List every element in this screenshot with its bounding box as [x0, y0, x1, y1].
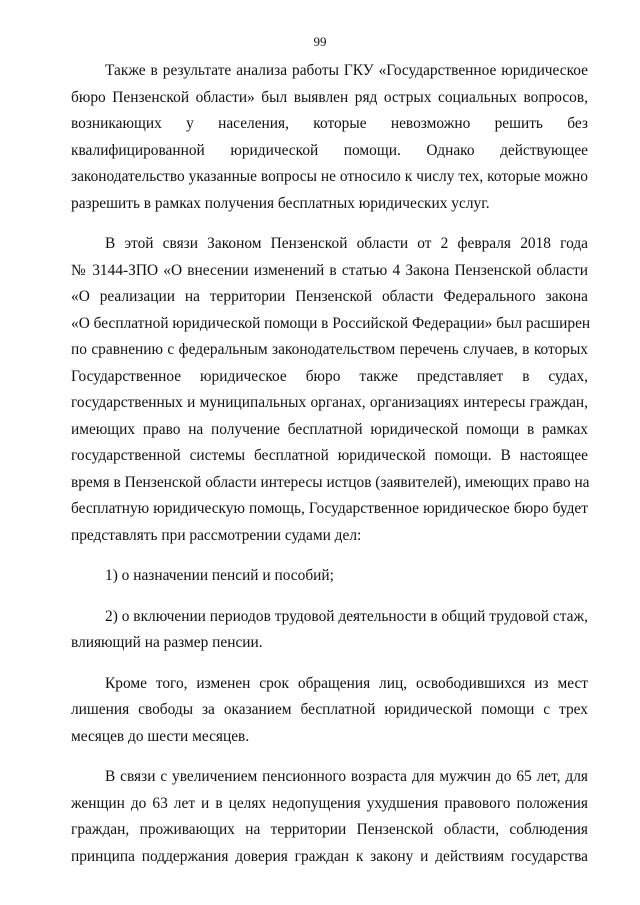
text-line: граждан, проживающих на территории Пензенской области, соблюдения: [71, 821, 588, 838]
text-line: имеющих право на получение бесплатной юридической помощи в рамках: [71, 420, 588, 438]
text-line: 2) о включении периодов трудовой деятельности в общий трудовой стаж,: [105, 607, 588, 625]
text-line: № 3144-ЗПО «О внесении изменений в статью 4 Закона Пензенской области: [71, 261, 588, 279]
text-line: бесплатную юридическую помощь, Государственное юридическое бюро будет: [71, 500, 588, 517]
text-line: по сравнению с федеральным законодательством перечень случаев, в которых: [71, 341, 588, 358]
text-line: влияющий на размер пенсии.: [71, 634, 263, 651]
text-line: государственных и муниципальных органах, организациях интересы граждан,: [71, 394, 588, 411]
text-line: месяцев до шести месяцев.: [71, 727, 250, 745]
text-line: возникающих у населения, которые невозможно решить без: [71, 115, 588, 132]
paragraph-law: [71, 231, 591, 549]
text-line: «О реализации на территории Пензенской области Федерального закона: [71, 288, 588, 305]
paragraph-analysis: [71, 58, 588, 217]
text-line: В связи с увеличением пенсионного возраста для мужчин до 65 лет, для: [105, 768, 588, 785]
text-line: разрешить в рамках получения бесплатных юридических услуг.: [71, 194, 490, 212]
paragraph-term-change: [71, 671, 588, 751]
text-line: В этой связи Законом Пензенской области от 2 февраля 2018 года: [105, 235, 588, 252]
list-item-1: [71, 563, 588, 590]
text-line: Государственное юридическое бюро также представляет в судах,: [71, 367, 588, 385]
text-line: принципа поддержания доверия граждан к закону и действиям государства: [71, 847, 588, 865]
page-number: 99: [313, 34, 327, 49]
paragraph-pension-age: [71, 764, 588, 870]
text-line: «О бесплатной юридической помощи в Российской Федерации» был расширен: [71, 314, 591, 332]
text-line: лишения свободы за оказанием бесплатной юридической помощи с трех: [71, 701, 588, 718]
list-item-2: [71, 604, 588, 657]
text-line: женщин до 63 лет и в целях недопущения ухудшения правового положения: [71, 794, 588, 812]
text-line: законодательство указанные вопросы не относило к числу тех, которые можно: [71, 168, 588, 185]
text-line: 1) о назначении пенсий и пособий;: [105, 567, 334, 584]
text-line: государственной системы бесплатной юридической помощи. В настоящее: [71, 447, 588, 464]
text-line: время в Пензенской области интересы истцов (заявителей), имеющих право на: [71, 473, 590, 491]
text-line: бюро Пензенской области» был выявлен ряд острых социальных вопросов,: [71, 88, 588, 106]
text-line: представлять при рассмотрении судами дел:: [71, 526, 362, 544]
text-line: квалифицированной юридической помощи. Однако действующее: [71, 141, 588, 159]
text-line: Также в результате анализа работы ГКУ «Государственное юридическое: [105, 62, 588, 79]
text-line: Кроме того, изменен срок обращения лиц, освободившихся из мест: [105, 674, 588, 692]
document-body: [71, 58, 591, 870]
